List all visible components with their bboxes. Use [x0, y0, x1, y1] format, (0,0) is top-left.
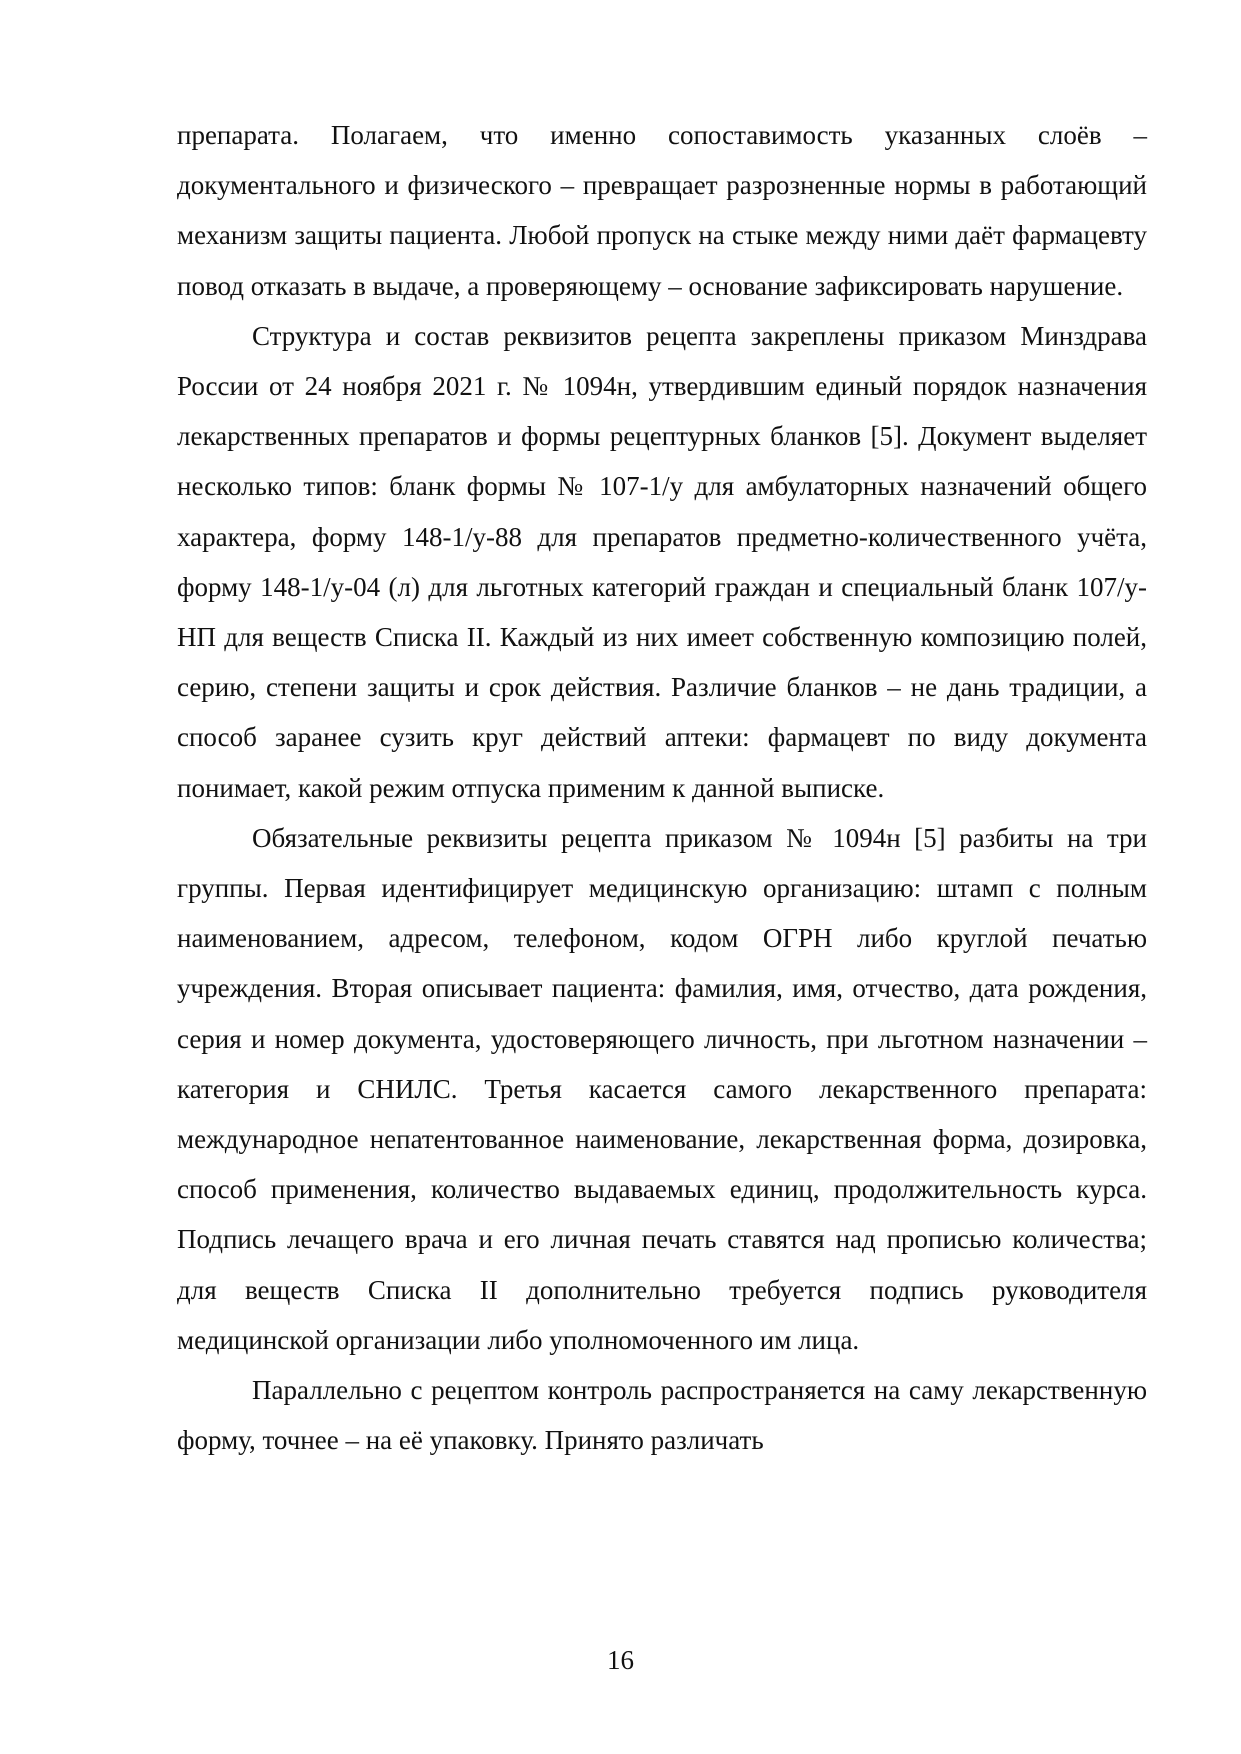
paragraph-mandatory-requisites: Обязательные реквизиты рецепта приказом № 1094н [5] разбиты на три группы. Первая идентифицирует медицинскую организацию: штамп с полным наименованием, адресом, телефоном, кодом ОГРН либо круглой печатью учреждения. Вторая описывает пациента: фамилия, имя, отчество, дата рождения, серия и номер документа, удостоверяющего личность, при льготном назначении – категория и СНИЛС. Третья касается самого лекарственного препарата: международное непатентованное наименование, лекарственная форма, дозировка, способ применения, количество выдаваемых единиц, продолжительность курса. Подпись лечащего врача и его личная печать ставятся над прописью количества; для веществ Списка II дополнительно требуется подпись руководителя медицинской организации либо уполномоченного им лица. — [177, 822, 1147, 1355]
paragraph-packaging-control: Параллельно с рецептом контроль распространяется на саму лекарственную форму, точнее – на её упаковку. Принято различать — [177, 1375, 1147, 1456]
paragraph-continuation: препарата. Полагаем, что именно сопоставимость указанных слоёв – документального и физического – превращает разрозненные нормы в работающий механизм защиты пациента. Любой пропуск на стыке между ними даёт фармацевту повод отказать в выдаче, а проверяющему – основание зафиксировать нарушение. — [177, 120, 1147, 301]
body-text — [177, 110, 1147, 1465]
paragraph-prescription-structure: Структура и состав реквизитов рецепта закреплены приказом Минздрава России от 24 ноября 2021 г. № 1094н, утвердившим единый порядок назначения лекарственных препаратов и формы рецептурных бланков [5]. Документ выделяет несколько типов: бланк формы № 107-1/у для амбулаторных назначений общего характера, форму 148-1/у-88 для препаратов предметно-количественного учёта, форму 148-1/у-04 (л) для льготных категорий граждан и специальный бланк 107/у-НП для веществ Списка II. Каждый из них имеет собственную композицию полей, серию, степени защиты и срок действия. Различие бланков – не дань традиции, а способ заранее сузить круг действий аптеки: фармацевт по виду документа понимает, какой режим отпуска применим к данной выписке. — [177, 320, 1147, 803]
page-number: 16 — [607, 1645, 634, 1675]
